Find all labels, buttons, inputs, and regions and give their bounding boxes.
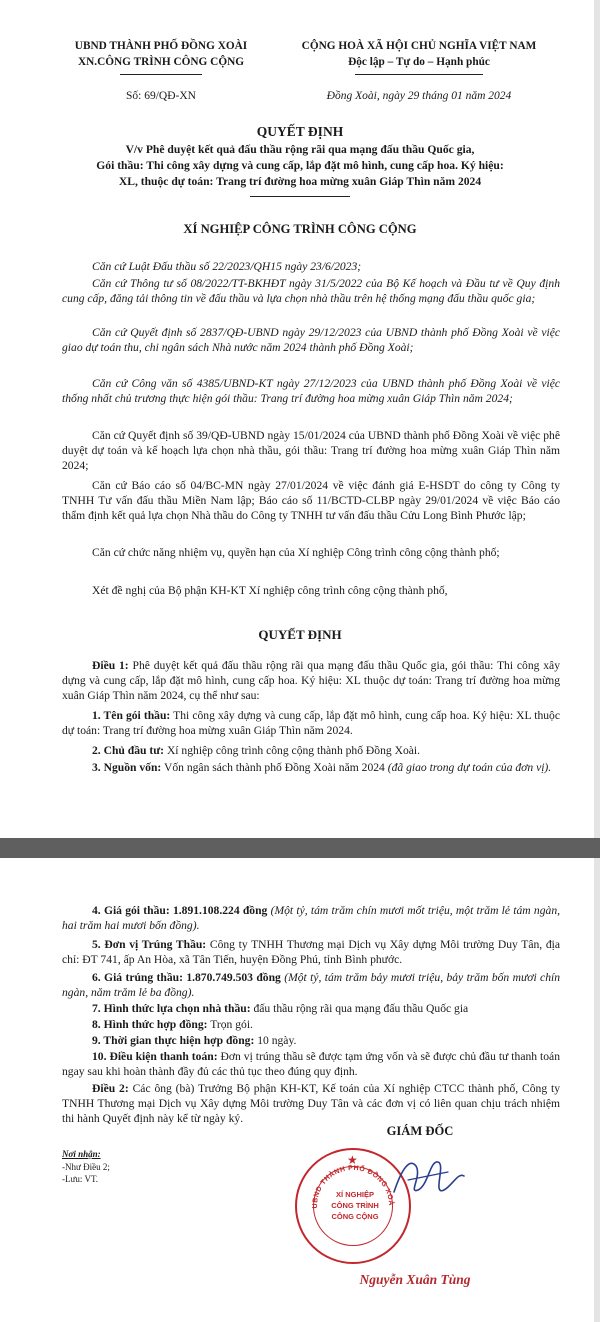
page-edge xyxy=(594,0,600,838)
document-title: QUYẾT ĐỊNH xyxy=(256,124,344,139)
legal-basis: Xét đề nghị của Bộ phận KH-KT Xí nghiệp công trình công cộng thành phố, xyxy=(92,584,448,597)
page-separator xyxy=(0,838,600,858)
legal-basis: Căn cứ chức năng nhiệm vụ, quyền hạn của Xí nghiệp Công trình công cộng thành phố; xyxy=(92,546,500,559)
org-underline xyxy=(120,74,202,75)
org-name-line2: XN.CÔNG TRÌNH CÔNG CỘNG xyxy=(77,56,245,68)
title-underline xyxy=(250,196,350,197)
article-item: 1. Tên gói thầu: Thi công xây dựng và cung cấp, lắp đặt mô hình, cung cấp hoa. Ký hiệu: XL thuộc dự toán: Trang trí đường hoa mừng xuân Giáp Thìn năm 2024. xyxy=(62,709,560,738)
legal-basis: Căn cứ Luật Đấu thầu số 22/2023/QH15 ngày 23/6/2023; xyxy=(92,260,362,273)
signer-name: Nguyễn Xuân Tùng xyxy=(359,1272,471,1287)
star-icon: ★ xyxy=(347,1153,358,1167)
legal-basis: Căn cứ Thông tư số 08/2022/TT-BKHĐT ngày 31/5/2022 của Bộ Kế hoạch và Đầu tư về Quy định cung cấp, đăng tải thông tin về đấu thầu và lựa chọn nhà thầu trên hệ thống mạng đấu thầu quốc gia; xyxy=(62,277,560,306)
article-item: 4. Giá gói thầu: 1.891.108.224 đồng (Một tỷ, tám trăm chín mươi mốt triệu, một trăm lẻ tám ngàn, hai trăm hai mươi bốn đồng). xyxy=(62,904,561,933)
subject-line: Gói thầu: Thi công xây dựng và cung cấp, lắp đặt mô hình, cung cấp hoa. Ký hiệu: xyxy=(96,159,504,172)
seal-text: CÔNG TRÌNH xyxy=(331,1201,379,1210)
legal-basis: Căn cứ Báo cáo số 04/BC-MN ngày 27/01/2024 về việc đánh giá E-HSDT do công ty Công ty TNHH Tư vấn đấu thầu Miền Nam lập; Báo cáo số 11/BCTD-CLBP ngày 29/01/2024 về việc Báo cáo thẩm định kết quả lựa chọn Nhà thầu do Công ty TNHH tư vấn đấu thầu Cửu Long Bình Phước lập; xyxy=(62,479,560,523)
signer-title: GIÁM ĐỐC xyxy=(386,1124,454,1138)
nation-motto: Độc lập – Tự do – Hạnh phúc xyxy=(348,56,490,68)
document-number: Số: 69/QĐ-XN xyxy=(126,90,196,102)
legal-basis: Căn cứ Công văn số 4385/UBND-KT ngày 27/12/2023 của UBND thành phố Đồng Xoài về việc thống nhất chủ trương thực hiện gói thầu: Trang trí đường hoa mừng xuân Giáp Thìn năm 2024; xyxy=(62,377,560,406)
subject-line: V/v Phê duyệt kết quả đấu thầu rộng rãi qua mạng đấu thầu Quốc gia, xyxy=(125,143,475,156)
article-item: 2. Chủ đầu tư: Xí nghiệp công trình công cộng thành phố Đồng Xoài. xyxy=(92,744,421,757)
article-item: 9. Thời gian thực hiện hợp đồng: 10 ngày. xyxy=(92,1034,297,1047)
article-item: 6. Giá trúng thầu: 1.870.749.503 đồng (Một tỷ, tám trăm bảy mươi triệu, bảy trăm bốn mươi chín ngàn, năm trăm lẻ ba đồng). xyxy=(62,971,561,1000)
handwritten-signature xyxy=(388,1150,468,1210)
recipient-line: -Như Điều 2; xyxy=(62,1162,110,1172)
page-edge xyxy=(594,858,600,1322)
legal-basis: Căn cứ Quyết định số 39/QĐ-UBND ngày 15/01/2024 của UBND thành phố Đồng Xoài về việc phê duyệt dự toán và kế hoạch lựa chọn nhà thầu, gói thầu: Trang trí đường hoa mừng xuân Giáp Thìn năm 2024; xyxy=(62,429,560,473)
seal-text: XÍ NGHIỆP xyxy=(336,1190,374,1199)
org-name-line1: UBND THÀNH PHỐ ĐỒNG XOÀI xyxy=(74,40,248,52)
nation-name: CỘNG HOÀ XÃ HỘI CHỦ NGHĨA VIỆT NAM xyxy=(301,40,537,52)
article-1: Điều 1: Phê duyệt kết quả đấu thầu rộng rãi qua mạng đấu thầu Quốc gia, gói thầu: Thi công xây dựng và cung cấp, lắp đặt mô hình, cung cấp hoa. Ký hiệu: XL thuộc dự toán: Trang trí đường hoa mừng xuân Giáp Thìn năm 2024, cụ thể như sau: xyxy=(62,659,560,703)
article-item: 7. Hình thức lựa chọn nhà thầu: đấu thầu rộng rãi qua mạng đấu thầu Quốc gia xyxy=(92,1002,469,1015)
recipient-line: -Lưu: VT. xyxy=(62,1174,99,1184)
place-date: Đồng Xoài, ngày 29 tháng 01 năm 2024 xyxy=(326,90,512,102)
subject-line: XL, thuộc dự toán: Trang trí đường hoa mừng xuân Giáp Thìn năm 2024 xyxy=(118,175,482,188)
issuing-authority: XÍ NGHIỆP CÔNG TRÌNH CÔNG CỘNG xyxy=(183,222,417,236)
article-2: Điều 2: Các ông (bà) Trưởng Bộ phận KH-KT, Kế toán của Xí nghiệp CTCC thành phố, Công ty TNHH Thương mại Dịch vụ Xây dựng Môi trường Duy Tân và các đơn vị có liên quan chịu trách nhiệm thi hành Quyết định này kể từ ngày ký. xyxy=(62,1082,560,1126)
seal-text: CÔNG CỘNG xyxy=(331,1212,379,1221)
recipients-heading: Nơi nhận: xyxy=(62,1149,101,1159)
decision-heading: QUYẾT ĐỊNH xyxy=(258,627,342,642)
svg-text:UBND THÀNH PHỐ ĐỒNG XOÀI: UBND THÀNH PHỐ ĐỒNG XOÀ xyxy=(311,1164,395,1209)
legal-basis: Căn cứ Quyết định số 2837/QĐ-UBND ngày 29/12/2023 của UBND thành phố Đồng Xoài về việc giao dự toán thu, chi ngân sách Nhà nước năm 2024 thành phố Đồng Xoài; xyxy=(62,326,560,355)
article-item: 10. Điều kiện thanh toán: Đơn vị trúng thầu sẽ được tạm ứng vốn và sẽ được chủ đầu tư thanh toán ngay sau khi hoàn thành đầy đủ các thủ tục theo đúng quy định. xyxy=(62,1050,560,1079)
motto-underline xyxy=(355,74,483,75)
article-item: 3. Nguồn vốn: Vốn ngân sách thành phố Đồng Xoài năm 2024 (đã giao trong dự toán của đơn vị). xyxy=(92,761,552,774)
article-item: 5. Đơn vị Trúng Thầu: Công ty TNHH Thương mại Dịch vụ Xây dựng Môi trường Duy Tân, địa chỉ: ĐT 741, ấp An Hòa, xã Tân Tiến, huyện Đồng Phú, tỉnh Bình phước. xyxy=(62,938,560,967)
article-item: 8. Hình thức hợp đồng: Trọn gói. xyxy=(92,1018,253,1031)
